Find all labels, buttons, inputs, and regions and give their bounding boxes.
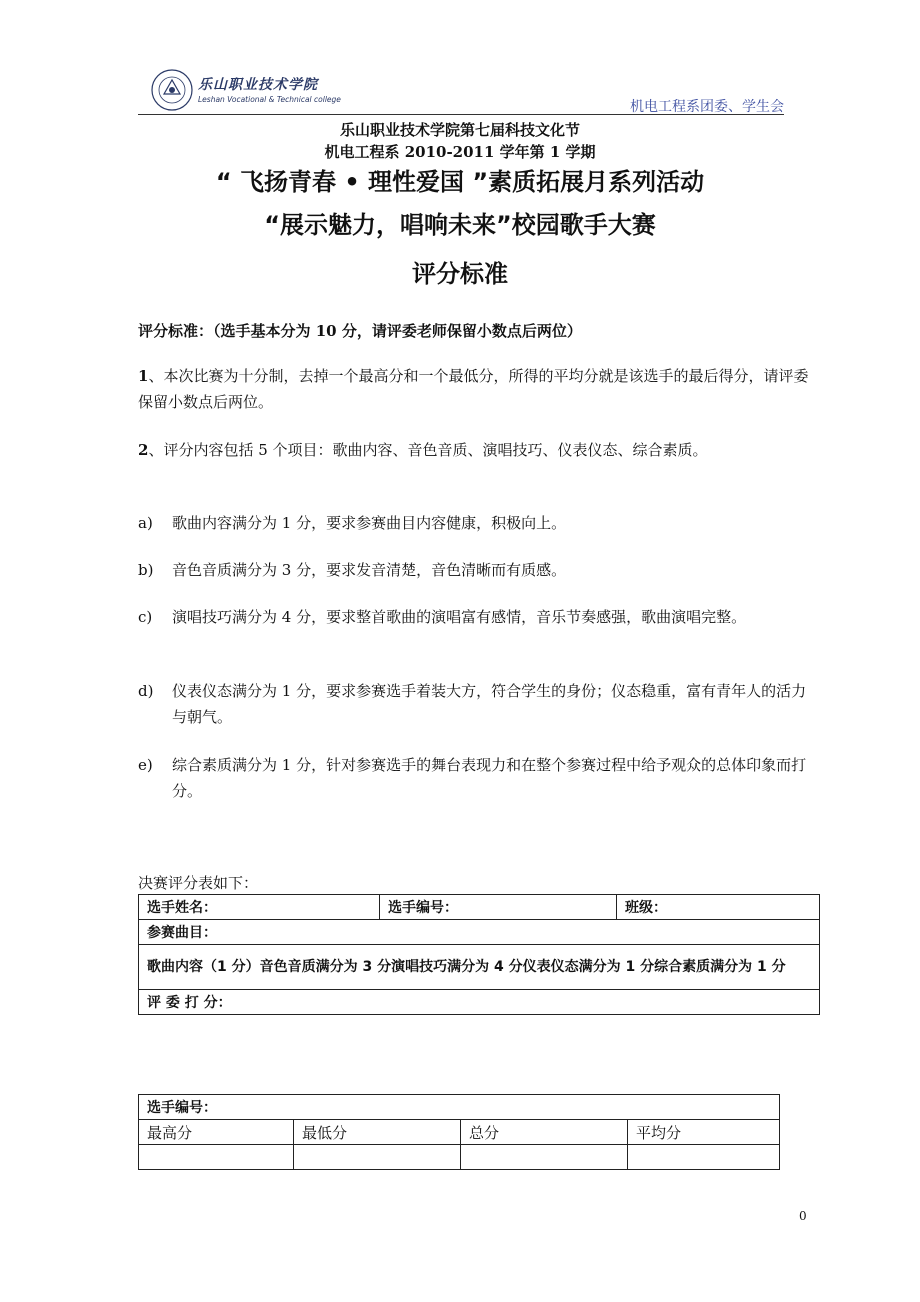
criteria-item-text: 歌曲内容满分为 1 分，要求参赛曲目内容健康，积极向上。 [172,514,567,532]
criteria-item-text: 音色音质满分为 3 分，要求发音清楚，音色清晰而有质感。 [172,561,567,579]
final-score-table [138,894,820,1015]
score-summary-table [138,1094,780,1170]
rule-1 [138,363,810,415]
page-number: 0 [799,1209,807,1223]
highest-score-value[interactable] [139,1145,294,1170]
header-average-score: 平均分 [628,1120,780,1145]
score-table-caption: 决赛评分表如下： [138,874,259,892]
criteria-item-text: 仪表仪态满分为 1 分，要求参赛选手着装大方，符合学生的身份；仪态稳重，富有青年人的活力与朝气。 [172,682,807,726]
header-total-score: 总分 [461,1120,628,1145]
criteria-item-mark: e) [138,756,153,774]
scoring-standard-intro: 评分标准：（选手基本分为 10 分，请评委老师保留小数点后两位） [138,322,582,340]
criteria-item [138,557,810,583]
rule-2-number: 2 [138,441,149,459]
lowest-score-value[interactable] [294,1145,461,1170]
header-lowest-score: 最低分 [294,1120,461,1145]
criteria-item [138,678,810,730]
criteria-item-mark: b) [138,561,154,579]
department-label: 机电工程系团委、学生会 [630,99,784,115]
page-header [138,60,784,114]
semester-title: 机电工程系 2010-2011 学年第 1 学期 [324,143,596,161]
college-logo-name: 乐山职业技术学院 [198,77,318,93]
criteria-cell: 歌曲内容（1 分）音色音质满分为 3 分演唱技巧满分为 4 分仪表仪态满分为 1 分综合素质满分为 1 分 [139,945,820,990]
class-cell[interactable]: 班级： [617,895,820,920]
judge-score-cell[interactable]: 评 委 打 分： [139,990,820,1015]
criteria-item-text: 演唱技巧满分为 4 分，要求整首歌曲的演唱富有感情，音乐节奏感强，歌曲演唱完整。 [172,608,747,626]
college-seal-icon [150,68,194,112]
page-title: 评分标准 [412,260,508,288]
contestant-name-cell[interactable]: 选手姓名： [139,895,380,920]
activity-title: “ 飞扬青春 • 理性爱国 ”素质拓展月系列活动 [215,168,705,196]
total-score-value[interactable] [461,1145,628,1170]
rule-1-text: 、本次比赛为十分制，去掉一个最高分和一个最低分，所得的平均分就是该选手的最后得分，请评委保留小数点后两位。 [138,367,809,411]
song-cell[interactable]: 参赛曲目： [139,920,820,945]
rule-2-text: 、评分内容包括 5 个项目：歌曲内容、音色音质、演唱技巧、仪表仪态、综合素质。 [148,441,708,459]
header-highest-score: 最高分 [139,1120,294,1145]
header-divider [138,114,784,115]
criteria-item-mark: a) [138,514,153,532]
average-score-value[interactable] [628,1145,780,1170]
rule-2 [138,437,810,463]
rule-1-number: 1 [138,367,149,385]
criteria-item [138,510,810,536]
festival-title: 乐山职业技术学院第七届科技文化节 [339,121,580,139]
criteria-item-mark: d) [138,682,154,700]
contest-title: “展示魅力，唱响未来”校园歌手大赛 [264,211,656,239]
criteria-item-text: 综合素质满分为 1 分，针对参赛选手的舞台表现力和在整个参赛过程中给予观众的总体印象而打分。 [172,756,807,800]
criteria-item [138,604,810,630]
college-logo-subtitle: Leshan Vocational & Technical college [198,95,341,104]
criteria-item [138,752,810,804]
summary-contestant-number[interactable]: 选手编号： [139,1095,780,1120]
contestant-number-cell[interactable]: 选手编号： [380,895,617,920]
criteria-item-mark: c) [138,608,153,626]
